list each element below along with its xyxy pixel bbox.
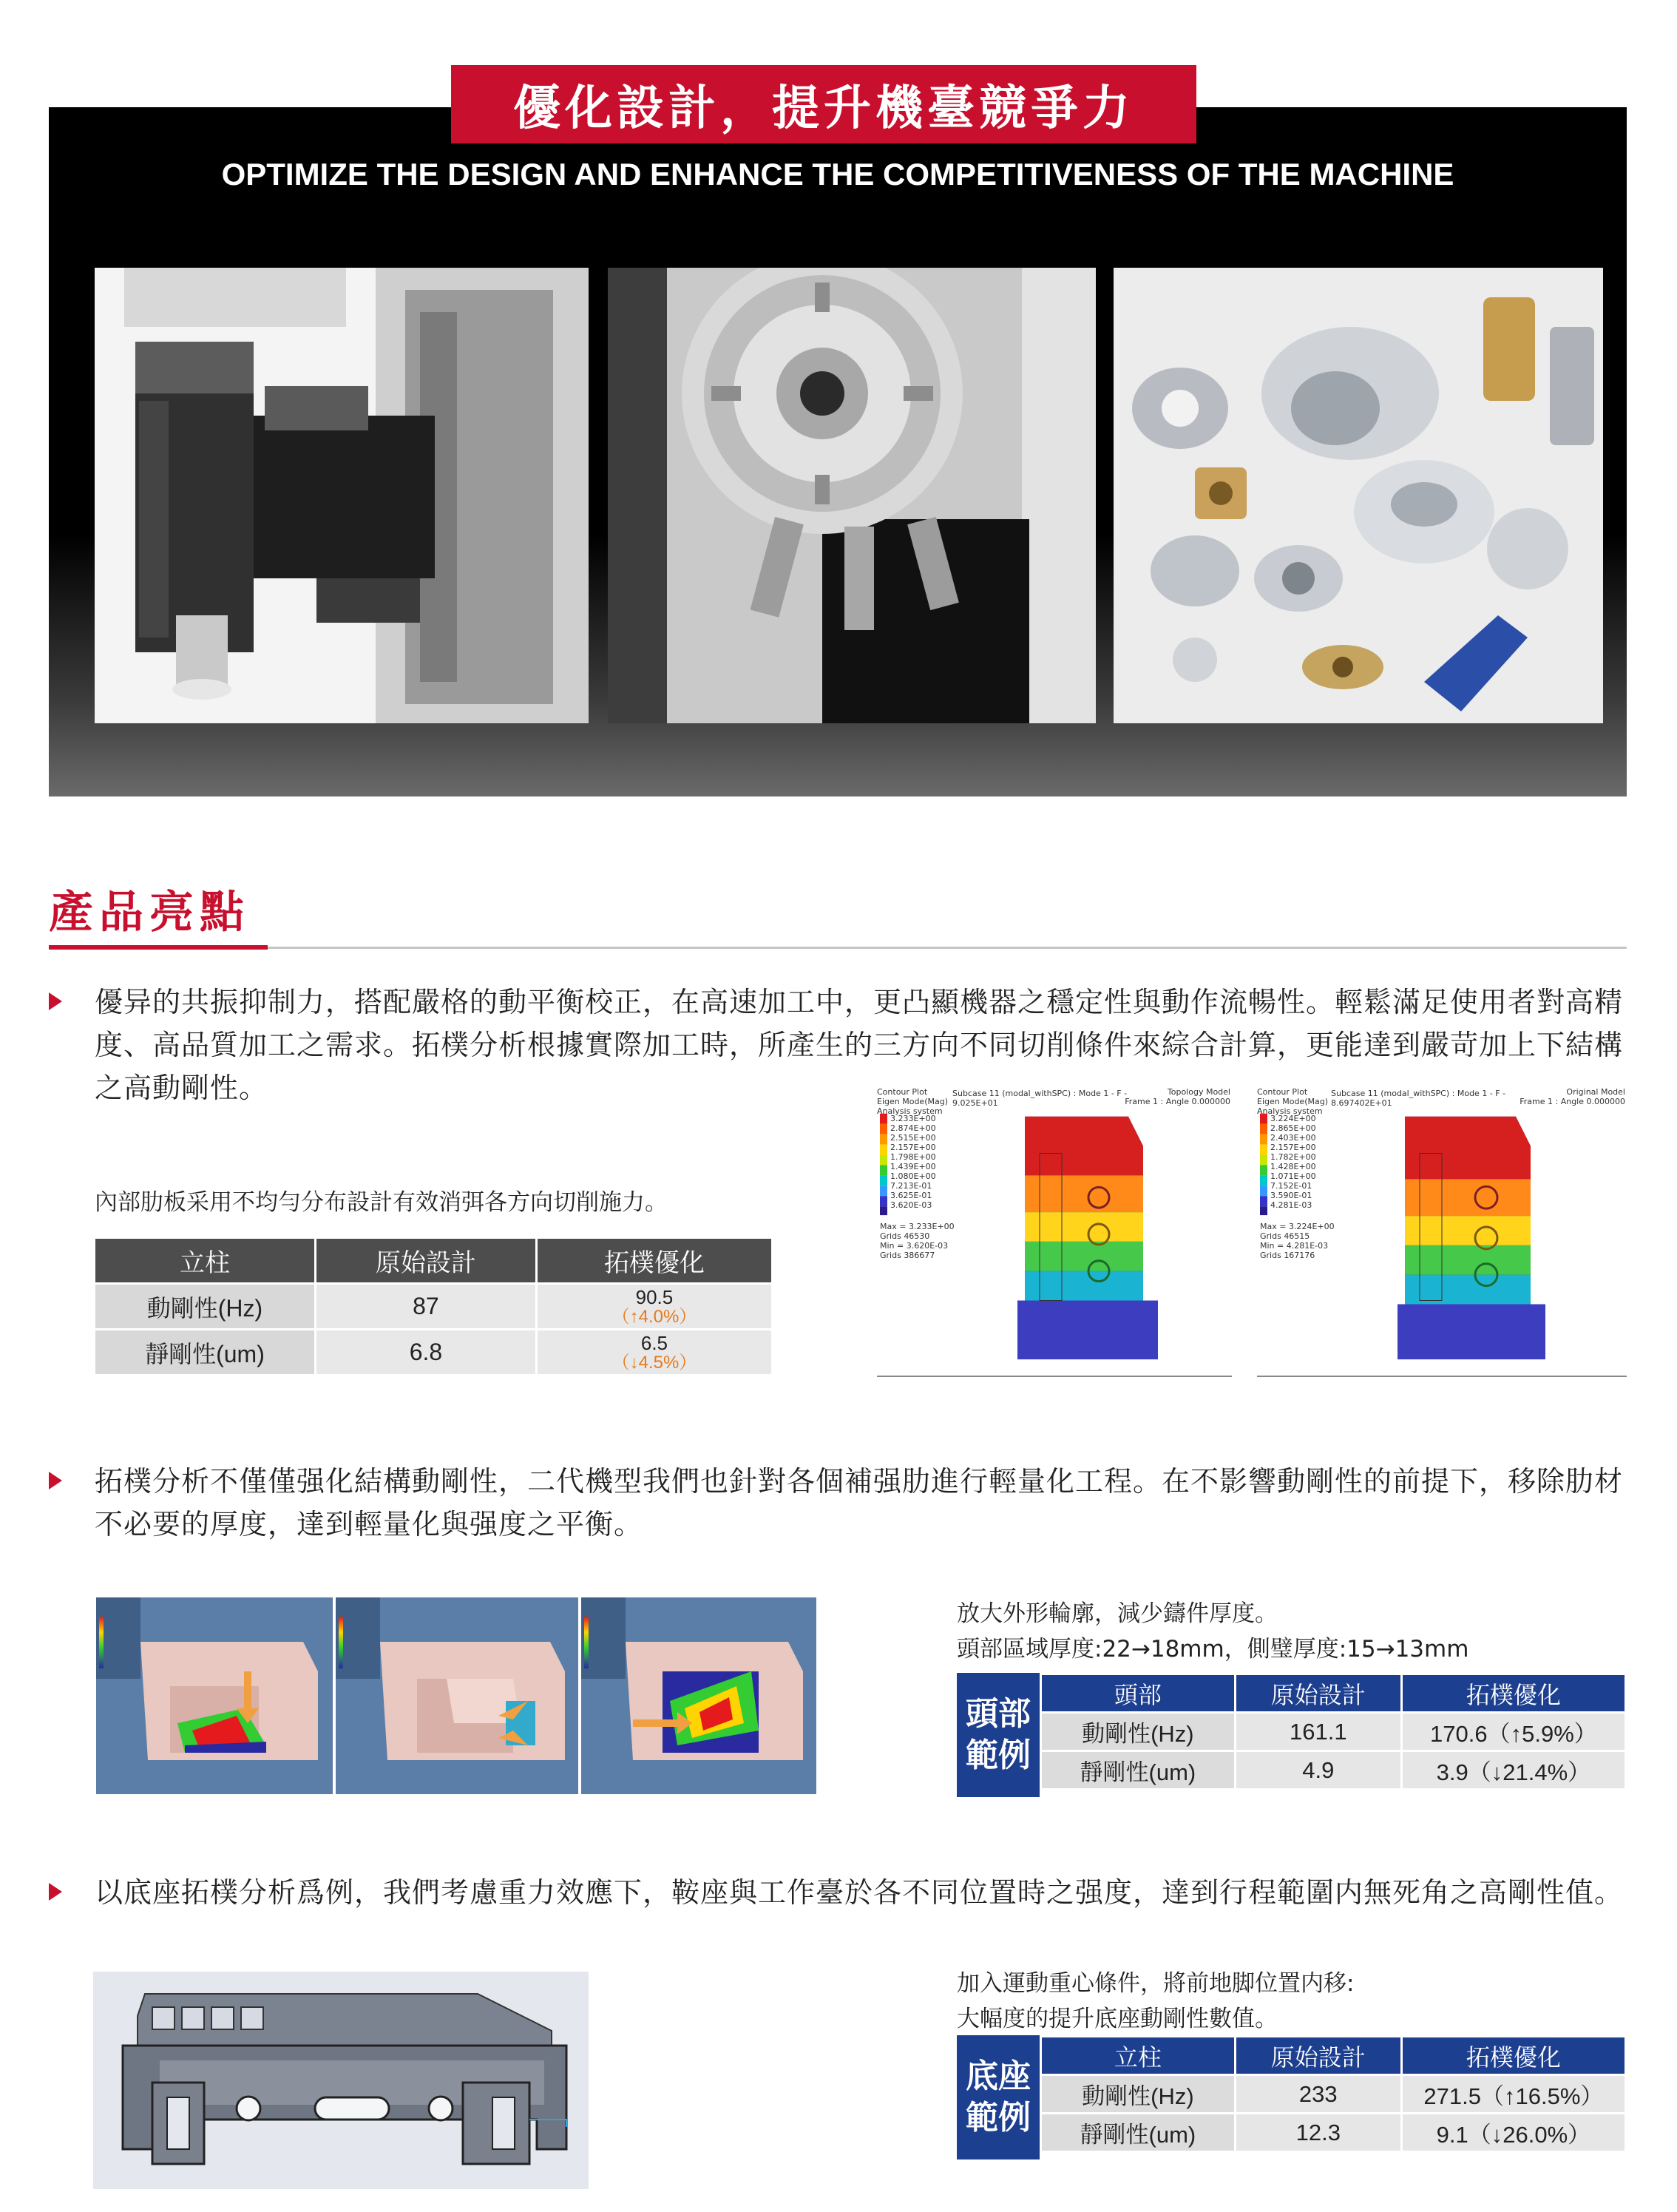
fea-right-subcase: Subcase 11 (modal_withSPC) : Mode 1 - F - 8.697402E+01 [1331,1089,1506,1108]
column-table-header-1: 立柱 [95,1238,316,1284]
row-label: 動剛性(Hz) [1041,2075,1236,2114]
column-note: 內部肋板采用不均勻分布設計有效消弭各方向切削施力。 [95,1189,668,1216]
stat-line: Grids 386677 [880,1251,935,1260]
fea-label: Eigen Mode(Mag) [1257,1097,1328,1106]
table-row [1041,2114,1626,2152]
legend-value: 2.874E+00 [890,1123,936,1133]
legend-value: 2.865E+00 [1270,1123,1316,1133]
base-table-header-1: 立柱 [1041,2037,1236,2075]
optimized-value [536,1284,772,1330]
fea-label: Frame 1 : Angle 0.000000 [1520,1097,1625,1106]
table-row [95,1330,773,1376]
base-table-header-3: 拓樸優化 [1401,2037,1625,2075]
legend-value: 1.782E+00 [1270,1152,1316,1162]
fea-label: Analysis system [1257,1106,1323,1116]
original-value: 12.3 [1235,2114,1401,2152]
fea-left-subcase: Subcase 11 (modal_withSPC) : Mode 1 - F - 9.025E+01 [952,1089,1128,1108]
original-value: 87 [315,1284,536,1330]
column-table-header-3: 拓樸優化 [536,1238,772,1284]
head-analysis-figure-1 [96,1597,333,1794]
side-label-line: 範例 [966,2100,1031,2136]
side-label-line: 頭部 [966,1696,1031,1732]
optimized-value: 3.9（↓21.4%） [1401,1751,1625,1790]
paragraph-base-analysis: 以底座拓樸分析爲例，我們考慮重力效應下，鞍座與工作臺於各不同位置時之强度，達到行程範圍内無死角之高剛性值。 [95,1876,1624,1909]
fea-right-legend [1270,1114,1316,1210]
legend-value: 3.620E-03 [890,1200,932,1210]
legend-value: 4.281E-03 [1270,1200,1312,1210]
fea-left-legend [890,1114,936,1210]
base-note [957,1966,1354,2037]
side-label-line: 範例 [966,1737,1031,1773]
stat-line: Grids 46515 [1260,1231,1310,1241]
table-row [1041,1713,1626,1751]
head-side-label [957,1673,1040,1797]
fea-right-header [1257,1087,1328,1116]
row-label: 動剛性(Hz) [1041,1713,1236,1751]
base-note-line: 大幅度的提升底座動剛性數值。 [957,2006,1278,2032]
base-side-label [957,2035,1040,2159]
heading-rule [268,947,1627,949]
fea-left-stats [880,1222,955,1260]
table-row [95,1284,773,1330]
paragraph-lightweight: 拓樸分析不僅僅强化結構動剛性，二代機型我們也針對各個補强肋進行輕量化工程。在不影響動剛性的前提下，移除肋材不必要的厚度，達到輕量化與强度之平衡。 [95,1465,1624,1540]
fea-right-model [1520,1087,1625,1106]
legend-value: 3.224E+00 [1270,1114,1316,1123]
bullet-triangle-1 [49,992,62,1010]
change-percent: （↑4.0%） [611,1306,697,1327]
head-table [1040,1673,1627,1790]
optimized-number: 90.5 [635,1285,674,1308]
base-note-line: 加入運動重心條件，將前地脚位置内移: [957,1970,1355,1997]
legend-value: 1.439E+00 [890,1162,936,1171]
legend-value: 2.515E+00 [890,1133,936,1143]
head-note [957,1596,1468,1667]
table-row [1041,1751,1626,1790]
original-value: 233 [1235,2075,1401,2114]
fea-label: Eigen Mode(Mag) [877,1097,948,1106]
stat-line: Grids 46530 [880,1231,930,1241]
optimized-value: 9.1（↓26.0%） [1401,2114,1625,2152]
legend-value: 2.157E+00 [1270,1143,1316,1152]
legend-value: 2.403E+00 [1270,1133,1316,1143]
optimized-value: 271.5（↑16.5%） [1401,2075,1625,2114]
head-note-line: 頭部區域厚度:22→18mm，側璧厚度:15→13mm [957,1636,1469,1663]
row-label: 靜剛性(um) [95,1330,316,1376]
original-value: 161.1 [1235,1713,1401,1751]
legend-value: 1.428E+00 [1270,1162,1316,1171]
legend-value: 3.625E-01 [890,1191,932,1200]
column-table [93,1237,773,1376]
legend-value: 1.798E+00 [890,1152,936,1162]
fea-label: Frame 1 : Angle 0.000000 [1125,1097,1230,1106]
row-label: 動剛性(Hz) [95,1284,316,1330]
stat-line: Min = 4.281E-03 [1260,1241,1329,1251]
heading-underline [49,945,268,950]
original-value: 6.8 [315,1330,536,1376]
legend-value: 3.590E-01 [1270,1191,1312,1200]
fea-topology-model [877,1087,1232,1377]
legend-value: 1.071E+00 [1270,1171,1316,1181]
fea-label: Topology Model [1167,1087,1230,1097]
legend-value: 7.213E-01 [890,1181,932,1191]
fea-left-header [877,1087,948,1116]
stat-line: Max = 3.233E+00 [880,1222,955,1231]
fea-label: Contour Plot [877,1087,928,1097]
spindle-head-photo [95,268,589,723]
stat-line: Grids 167176 [1260,1251,1315,1260]
legend-value: 3.233E+00 [890,1114,936,1123]
tool-magazine-photo [608,268,1096,723]
banner-title: 優化設計，提升機臺競爭力 [513,81,1134,136]
legend-value: 7.152E-01 [1270,1181,1312,1191]
banner-title-box [451,65,1196,143]
head-note-line: 放大外形輪廓，減少鑄件厚度。 [957,1600,1278,1627]
fea-label: Original Model [1566,1087,1625,1097]
bullet-triangle-2 [49,1472,62,1489]
machined-parts-photo [1114,268,1603,723]
head-table-header-3: 拓樸優化 [1401,1674,1625,1713]
row-label: 靜剛性(um) [1041,2114,1236,2152]
base-table [1040,2035,1627,2153]
base-cross-section-figure [93,1972,589,2189]
stat-line: Max = 3.224E+00 [1260,1222,1335,1231]
table-row [1041,2075,1626,2114]
head-analysis-figure-2 [336,1597,578,1794]
fea-right-stats [1260,1222,1335,1260]
base-table-header-2: 原始設計 [1235,2037,1401,2075]
section-heading: 產品亮點 [49,887,250,938]
side-label-line: 底座 [966,2058,1031,2094]
stat-line: Min = 3.620E-03 [880,1241,949,1251]
fea-left-model [1125,1087,1230,1106]
optimized-number: 6.5 [640,1331,668,1354]
fea-label: Contour Plot [1257,1087,1308,1097]
optimized-value: 170.6（↑5.9%） [1401,1713,1625,1751]
fea-label: Analysis system [877,1106,943,1116]
head-table-header-2: 原始設計 [1235,1674,1401,1713]
fea-original-model [1257,1087,1627,1377]
bullet-triangle-3 [49,1883,62,1901]
head-analysis-figure-3 [581,1597,816,1794]
column-table-header-2: 原始設計 [315,1238,536,1284]
banner-subtitle: OPTIMIZE THE DESIGN AND ENHANCE THE COMPETITIVENESS OF THE MACHINE [221,157,1454,192]
paragraph-resonance: 優异的共振抑制力，搭配嚴格的動平衡校正，在高速加工中，更凸顯機器之穩定性與動作流暢性。輕鬆滿足使用者對高精度、高品質加工之需求。拓樸分析根據實際加工時，所產生的三方向不同切削條件來綜合計算，更能達到嚴苛加上下結構之高動剛性。 [95,986,1624,1104]
original-value: 4.9 [1235,1751,1401,1790]
row-label: 靜剛性(um) [1041,1751,1236,1790]
change-percent: （↓4.5%） [611,1352,697,1373]
legend-value: 1.080E+00 [890,1171,936,1181]
head-table-header-1: 頭部 [1041,1674,1236,1713]
legend-value: 2.157E+00 [890,1143,936,1152]
optimized-value [536,1330,772,1376]
